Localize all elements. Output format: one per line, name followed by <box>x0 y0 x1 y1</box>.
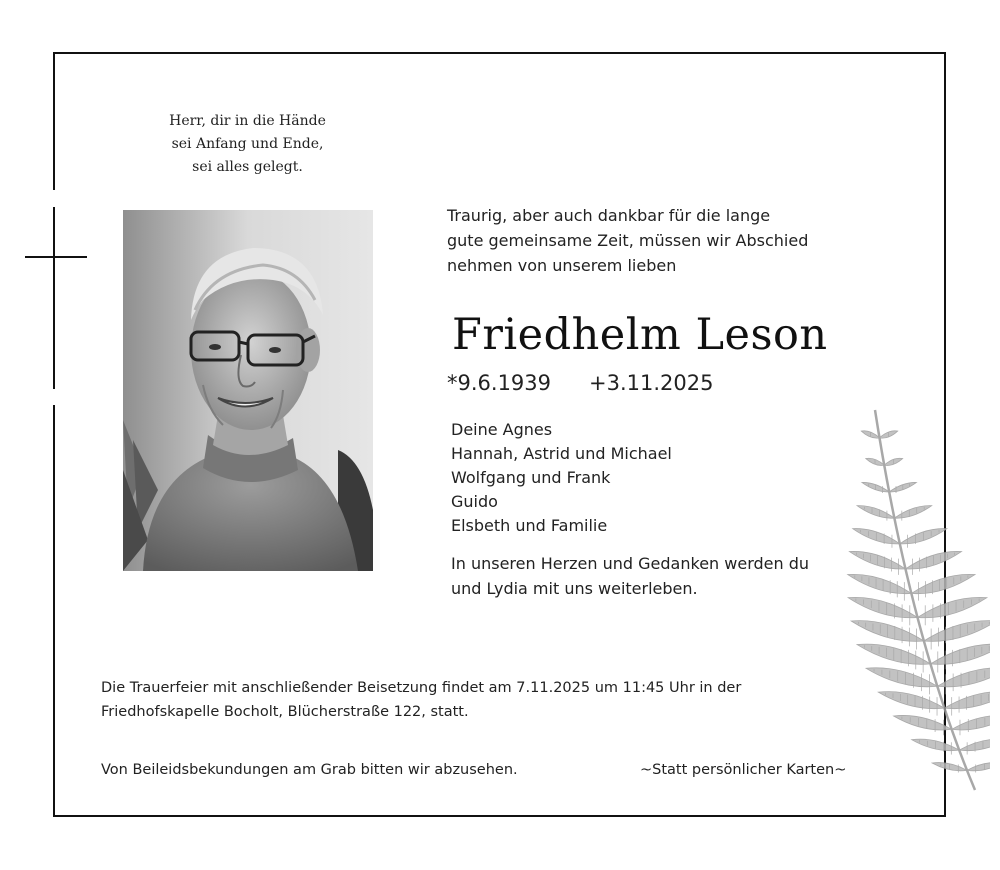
family-member: Hannah, Astrid und Michael <box>451 444 672 463</box>
fern-frond <box>952 715 990 730</box>
ceremony-line: Die Trauerfeier mit anschließender Beisetzung findet am 7.11.2025 um 11:45 Uhr in der <box>101 680 742 696</box>
portrait-photo <box>123 210 373 571</box>
cross-icon-horizontal <box>25 256 87 258</box>
verse-line: sei alles gelegt. <box>192 159 303 175</box>
closing-text <box>451 551 809 601</box>
fern-frond <box>866 668 937 687</box>
fern-frond <box>848 597 917 617</box>
fern-frond <box>967 763 990 771</box>
fern-frond <box>930 644 990 664</box>
deceased-name: Friedhelm Leson <box>452 310 828 360</box>
verse-line: Herr, dir in die Hände <box>169 113 326 129</box>
intro-text <box>447 203 808 278</box>
family-member: Deine Agnes <box>451 420 553 439</box>
intro-line: nehmen von unserem lieben <box>447 256 677 275</box>
condolence-note: Von Beileidsbekundungen am Grab bitten wir abzusehen. <box>101 762 518 778</box>
portrait-photo-drawing <box>123 210 373 571</box>
closing-line: In unseren Herzen und Gedanken werden du <box>451 554 810 573</box>
fern-frond <box>848 574 912 593</box>
frame-left-border-bottom <box>53 405 55 817</box>
fern-frond <box>878 692 944 709</box>
verse-line: sei Anfang und Ende, <box>171 136 324 152</box>
intro-line: Traurig, aber auch dankbar für die lange <box>447 206 771 225</box>
fern-frond <box>857 506 894 519</box>
no-cards-note: ~Statt persönlicher Karten~ <box>640 762 847 778</box>
fern-frond <box>911 574 975 593</box>
fern-frond <box>944 692 990 709</box>
cross-icon-vertical <box>53 207 55 389</box>
fern-frond <box>959 739 990 751</box>
family-member: Elsbeth und Familie <box>451 516 608 535</box>
family-member: Wolfgang und Frank <box>451 468 611 487</box>
family-member: Guido <box>451 492 498 511</box>
bible-verse <box>140 110 355 179</box>
fern-frond <box>894 715 952 730</box>
frame-top-border <box>53 52 946 54</box>
life-dates <box>447 368 714 398</box>
fern-frond <box>924 621 990 642</box>
fern-frond <box>918 597 987 617</box>
intro-line: gute gemeinsame Zeit, müssen wir Abschied <box>447 231 809 250</box>
fern-frond <box>894 506 931 519</box>
fern-illustration <box>760 405 990 805</box>
ceremony-info <box>101 676 741 724</box>
death-date: +3.11.2025 <box>589 371 714 395</box>
frame-bottom-border <box>53 815 946 817</box>
closing-line: und Lydia mit uns weiterleben. <box>451 579 698 598</box>
birth-date: *9.6.1939 <box>447 371 552 395</box>
family-list <box>451 418 672 538</box>
frame-left-border-top <box>53 52 55 190</box>
ceremony-line: Friedhofskapelle Bocholt, Blücherstraße 122, statt. <box>101 704 469 720</box>
